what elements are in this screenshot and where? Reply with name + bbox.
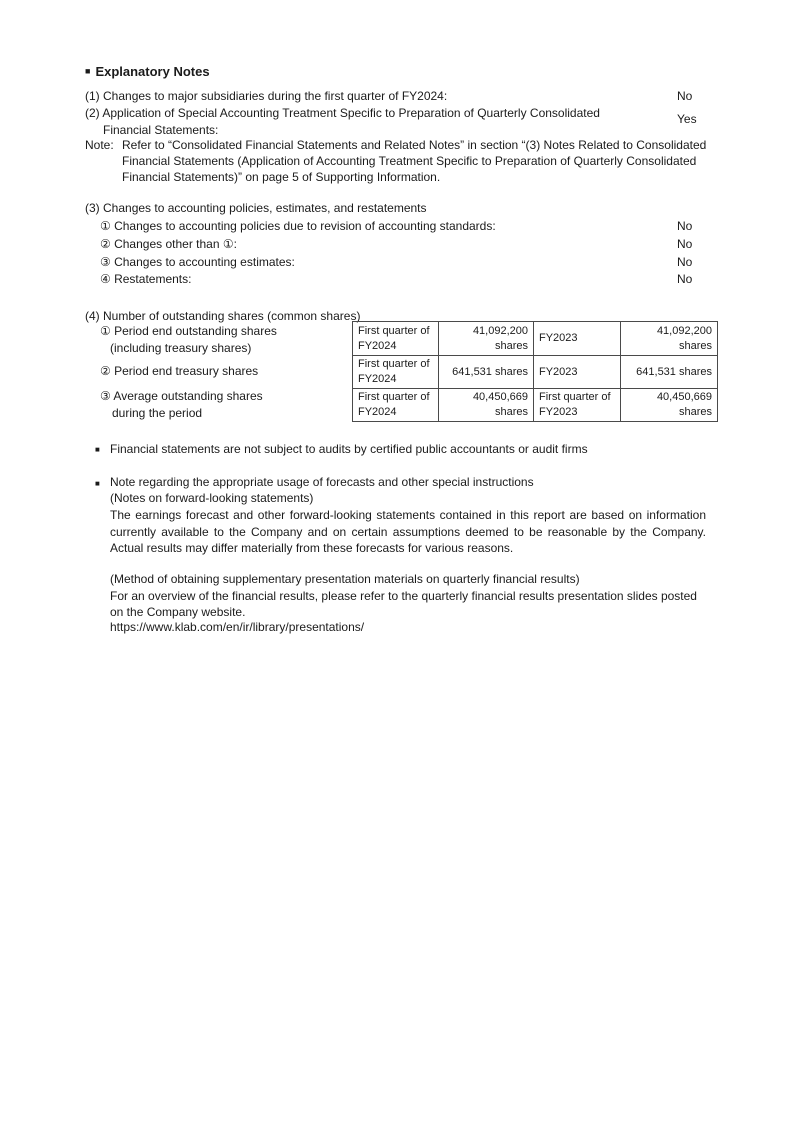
section3-item1-answer: No xyxy=(677,219,693,233)
page-title-text: Explanatory Notes xyxy=(95,64,210,79)
cell-period-fy2024: First quarter of FY2024 xyxy=(353,389,439,422)
method-title: (Method of obtaining supplementary presentation materials on quarterly financial results) xyxy=(110,572,580,586)
shares-row3-label-line1: ③ Average outstanding shares xyxy=(100,389,263,403)
cell-period-fy2023: FY2023 xyxy=(534,356,621,389)
presentation-url[interactable] xyxy=(110,620,364,635)
shares-table xyxy=(352,321,718,422)
shares-row1-label-line1: ① Period end outstanding shares xyxy=(100,324,277,338)
item2-answer: Yes xyxy=(677,112,697,126)
section3-item2-label: ② Changes other than ①: xyxy=(100,237,237,251)
section3-heading: (3) Changes to accounting policies, estimates, and restatements xyxy=(85,201,427,215)
audit-note-text: Financial statements are not subject to audits by certified public accountants or audit firms xyxy=(110,442,588,456)
cell-period-fy2024: First quarter of FY2024 xyxy=(353,356,439,389)
cell-period-fy2023: First quarter of FY2023 xyxy=(534,389,621,422)
table-row xyxy=(353,322,718,356)
cell-shares-value: 641,531 shares xyxy=(621,356,718,389)
square-bullet-icon: ■ xyxy=(85,66,91,76)
section3-item4-label: ④ Restatements: xyxy=(100,272,192,286)
shares-row1-label-line2: (including treasury shares) xyxy=(110,341,252,355)
cell-shares-value: 641,531 shares xyxy=(439,356,534,389)
forecast-note-title: Note regarding the appropriate usage of forecasts and other special instructions xyxy=(110,475,534,489)
section3-item3-label: ③ Changes to accounting estimates: xyxy=(100,255,295,269)
note-line2: Financial Statements (Application of Accounting Treatment Specific to Preparation of Quarterly Consolidated xyxy=(122,154,697,168)
note-line3: Financial Statements)” on page 5 of Supporting Information. xyxy=(122,170,441,184)
item2-label-line1: (2) Application of Special Accounting Treatment Specific to Preparation of Quarterly Consolidated xyxy=(85,106,600,120)
presentation-url-text[interactable]: https://www.klab.com/en/ir/library/presentations/ xyxy=(110,620,365,634)
item1-label: (1) Changes to major subsidiaries during the first quarter of FY2024: xyxy=(85,89,448,103)
cell-shares-value: 40,450,669 shares xyxy=(439,389,534,422)
cell-shares-value: 41,092,200 shares xyxy=(621,322,718,356)
page-title xyxy=(85,64,210,79)
section3-item4-answer: No xyxy=(677,272,693,286)
cell-period-fy2024: First quarter of FY2024 xyxy=(353,322,439,356)
cell-shares-value: 40,450,669 shares xyxy=(621,389,718,422)
shares-row3-label-line2: during the period xyxy=(112,406,203,420)
shares-row2-label-line1: ② Period end treasury shares xyxy=(100,364,259,378)
cell-period-fy2023: FY2023 xyxy=(534,322,621,356)
table-row xyxy=(353,356,718,389)
forecast-paragraph: The earnings forecast and other forward-looking statements contained in this report are based on information currently available to the Company and on certain assumptions deemed to be reasonable by the Company. Actual results may differ materially from these forecasts for various reasons. xyxy=(110,508,706,555)
forecast-note-subtitle: (Notes on forward-looking statements) xyxy=(110,491,314,505)
square-bullet-icon: ■ xyxy=(95,445,100,454)
section4-heading: (4) Number of outstanding shares (common shares) xyxy=(85,309,361,323)
method-text: For an overview of the financial results, please refer to the quarterly financial results presentation slides posted on the Company website. xyxy=(110,589,697,619)
note-prefix: Note: xyxy=(85,138,114,152)
table-row xyxy=(353,389,718,422)
section3-item2-answer: No xyxy=(677,237,693,251)
note-line1: Refer to “Consolidated Financial Statements and Related Notes” in section “(3) Notes Related to Consolidated xyxy=(122,138,707,152)
section3-item1-label: ① Changes to accounting policies due to revision of accounting standards: xyxy=(100,219,496,233)
cell-shares-value: 41,092,200 shares xyxy=(439,322,534,356)
item2-label-line2: Financial Statements: xyxy=(103,123,219,137)
square-bullet-icon: ■ xyxy=(95,479,100,488)
section3-item3-answer: No xyxy=(677,255,693,269)
item1-answer: No xyxy=(677,89,693,103)
